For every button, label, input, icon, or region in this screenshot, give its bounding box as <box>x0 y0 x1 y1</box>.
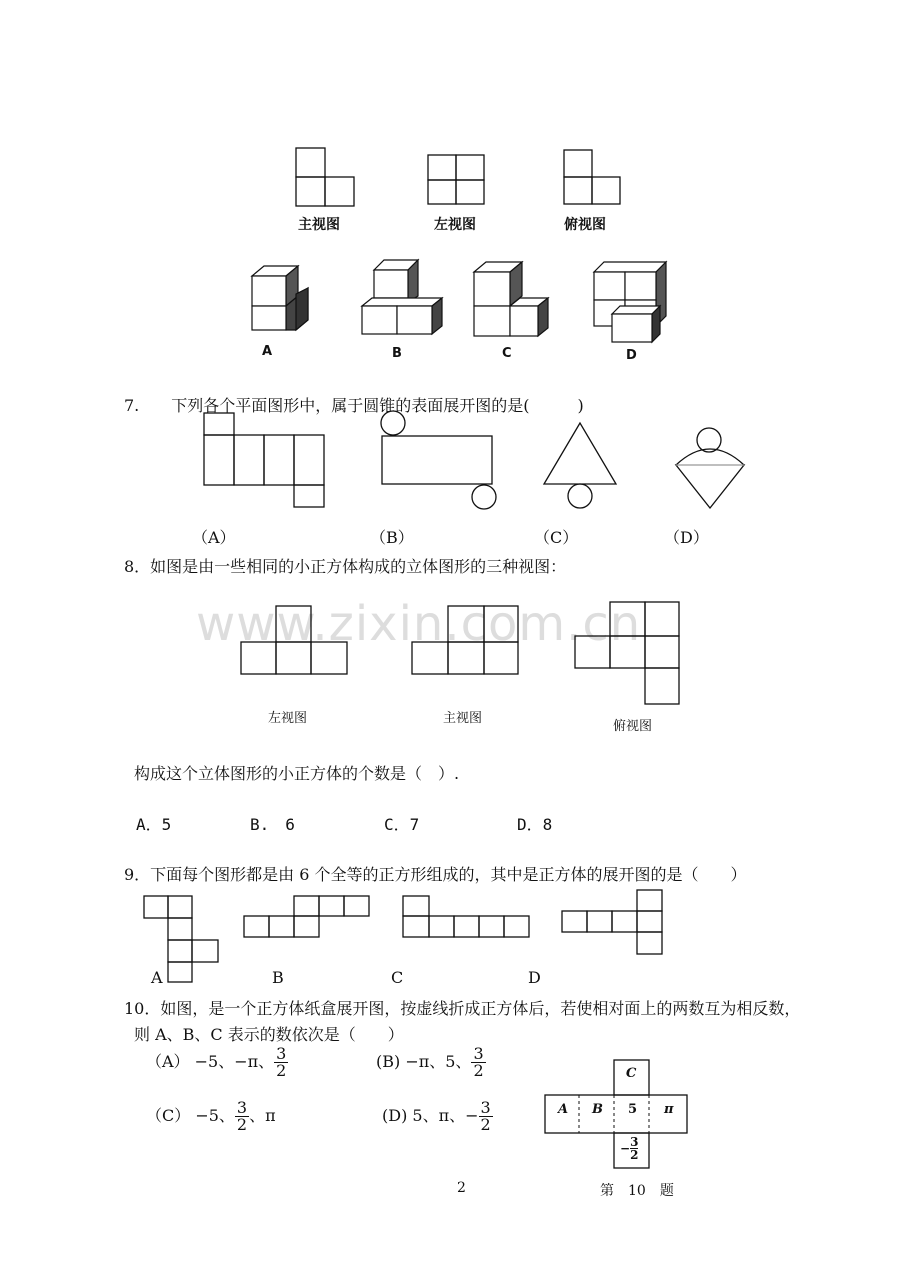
q7-option-c: （C） <box>534 528 579 547</box>
q10-question-line2: 则 A、B、C 表示的数依次是（ ） <box>134 1025 404 1044</box>
net-fraction-denominator: 2 <box>630 1148 639 1162</box>
q10-option-c-suffix: 、π <box>249 1106 276 1125</box>
q10-option-b-text: (B) −π、5、 <box>376 1052 472 1071</box>
q6-views-figure <box>0 0 920 380</box>
q9-label-b: B <box>272 968 284 987</box>
net-fraction <box>630 1136 638 1161</box>
fraction-denominator: 2 <box>276 1061 287 1080</box>
q7-option-b: （B） <box>370 528 414 547</box>
q10-question-line1: 10．如图，是一个正方体纸盒展开图，按虚线折成正方体后，若使相对面上的两数互为相反数， <box>124 999 801 1018</box>
page-number: 2 <box>457 1180 466 1196</box>
q10-option-a-text: （A） −5、−π、 <box>146 1052 275 1071</box>
q8-view-label: 左视图 <box>268 711 308 726</box>
net-face-5: 5 <box>628 1102 638 1117</box>
q9-nets <box>0 890 920 990</box>
fraction-numerator: 3 <box>276 1044 287 1063</box>
q7-option-d: （D） <box>664 528 709 547</box>
q9-label-d: D <box>528 968 541 987</box>
q8-option-a: A．5 <box>136 815 172 834</box>
net-fraction-numerator: 3 <box>630 1135 639 1149</box>
q8-view-label: 俯视图 <box>613 719 653 734</box>
fraction-numerator: 3 <box>473 1044 484 1063</box>
q8-option-d: D．8 <box>517 815 553 834</box>
q6-option-label: A <box>262 344 273 359</box>
q8-option-c: C．7 <box>384 815 420 834</box>
fraction-denominator: 2 <box>473 1061 484 1080</box>
q8-subquestion: 构成这个立体图形的小正方体的个数是（ ）. <box>134 764 460 783</box>
q8-option-b: B. 6 <box>250 815 295 834</box>
q9-question: 9．下面每个图形都是由 6 个全等的正方形组成的，其中是正方体的展开图的是（ ） <box>124 865 747 884</box>
q6-view-label: 主视图 <box>298 217 340 233</box>
q6-option-label: D <box>626 348 637 363</box>
fraction-denominator: 2 <box>236 1115 248 1134</box>
q10-option-d-text: (D) 5、π、− <box>382 1106 479 1125</box>
net-face-a: A <box>558 1102 569 1117</box>
q6-option-label: C <box>502 346 512 361</box>
net-face-pi: π <box>664 1102 674 1117</box>
q6-view-label: 左视图 <box>434 217 476 233</box>
watermark: www.zixin.com.cn <box>196 596 642 652</box>
net-face-b: B <box>592 1102 603 1117</box>
net-minus: − <box>620 1141 631 1156</box>
fraction-numerator: 3 <box>480 1098 491 1117</box>
q9-label-c: C <box>391 968 404 987</box>
q10-figure-caption: 第 10 题 <box>600 1183 674 1199</box>
q6-view-label: 俯视图 <box>564 217 606 233</box>
q8-question: 8．如图是由一些相同的小正方体构成的立体图形的三种视图： <box>124 557 567 576</box>
q10-option-c-text: （C） −5、 <box>146 1106 235 1125</box>
q7-figures <box>0 405 920 545</box>
net-face-neg-frac <box>620 1136 638 1161</box>
q10-cube-net <box>0 1050 920 1170</box>
q7-question: 7. 下列各个平面图形中，属于圆锥的表面展开图的是( ) <box>124 396 584 415</box>
q9-label-a: A <box>151 968 163 987</box>
q6-option-label: B <box>392 346 402 361</box>
net-face-c: C <box>626 1066 637 1081</box>
fraction-numerator: 3 <box>236 1098 248 1117</box>
q8-view-label: 主视图 <box>443 711 483 726</box>
q7-option-a: （A） <box>192 528 236 547</box>
fraction-denominator: 2 <box>480 1115 491 1134</box>
